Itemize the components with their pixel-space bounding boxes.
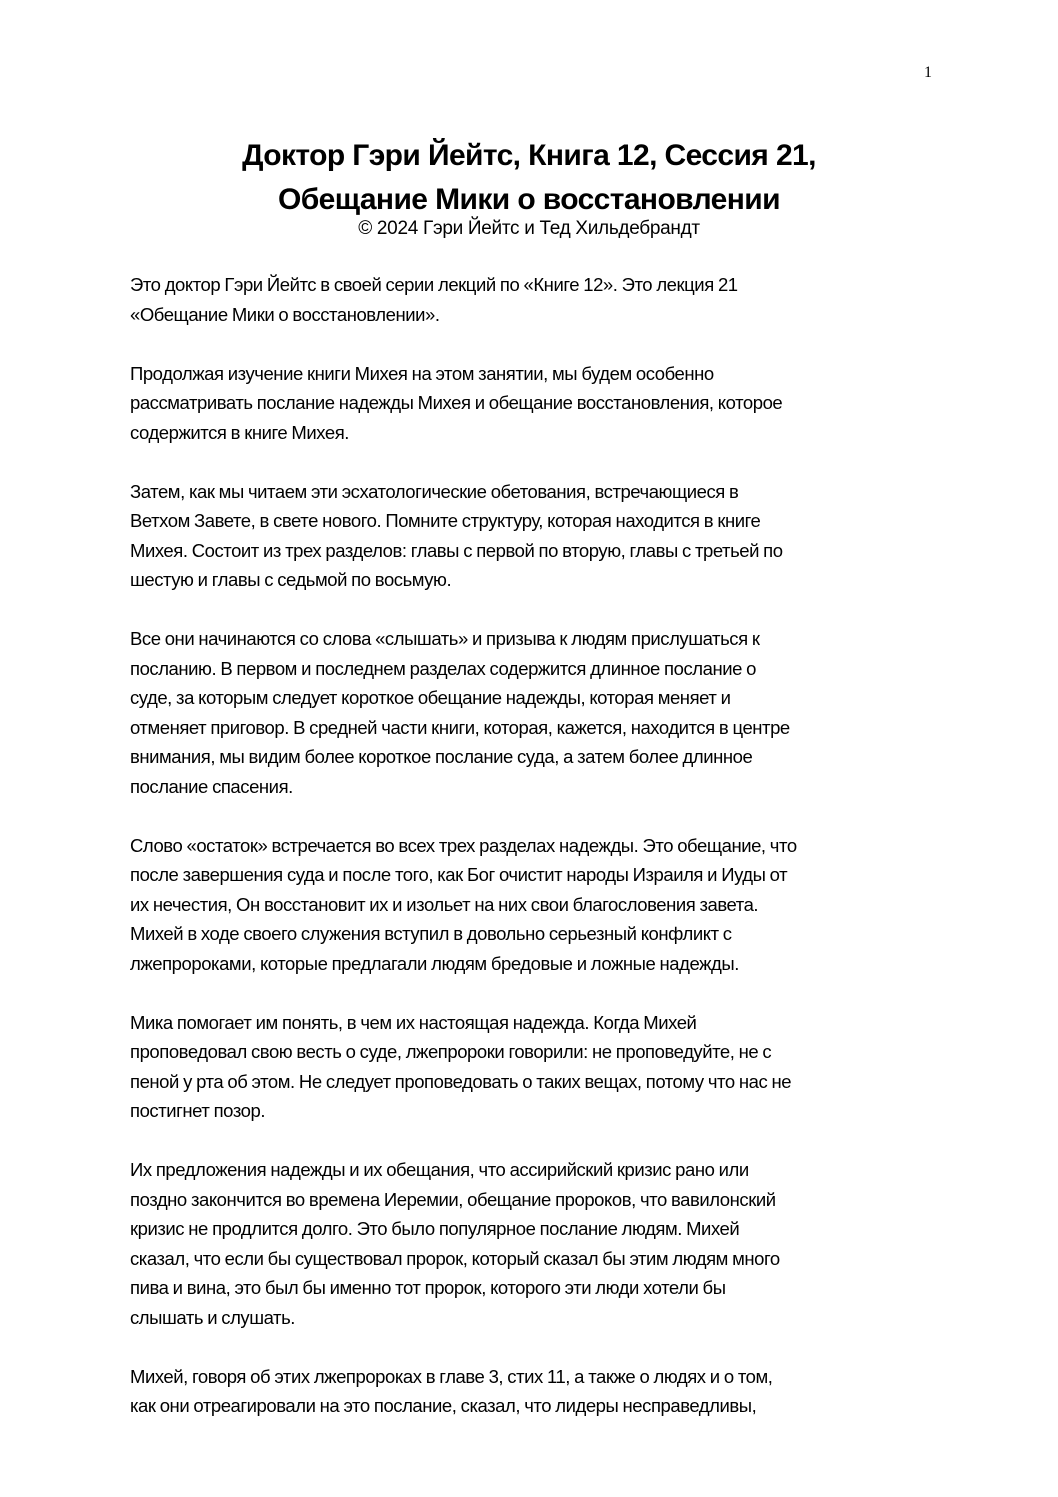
text-line: сказал, что если бы существовал пророк, который сказал бы этим людям много: [130, 1247, 780, 1269]
text-line: Продолжая изучение книги Михея на этом занятии, мы будем особенно: [130, 362, 714, 384]
text-line: их нечестия, Он восстановит их и изольет на них свои благословения завета.: [130, 893, 759, 915]
paragraph-1: [130, 270, 950, 329]
text-line: отменяет приговор. В средней части книги, которая, кажется, находится в центре: [130, 716, 790, 738]
paragraph-5: [130, 831, 950, 979]
copyright-notice: © 2024 Гэри Йейтс и Тед Хильдебрандт: [358, 218, 700, 239]
text-line: послание спасения.: [130, 775, 293, 797]
document-title: [0, 134, 1058, 222]
paragraph-7: [130, 1155, 950, 1332]
text-line: содержится в книге Михея.: [130, 421, 349, 443]
text-line: внимания, мы видим более короткое послание суда, а затем более длинное: [130, 746, 753, 767]
text-line: постигнет позор.: [130, 1100, 266, 1121]
text-line: Ветхом Завете, в свете нового. Помните структуру, которая находится в книге: [130, 510, 761, 531]
text-line: Михей в ходе своего служения вступил в довольно серьезный конфликт с: [130, 923, 732, 944]
text-line: «Обещание Мики о восстановлении».: [130, 303, 440, 325]
text-line: посланию. В первом и последнем разделах содержится длинное послание о: [130, 657, 756, 679]
text-line: шестую и главы с седьмой по восьмую.: [130, 569, 452, 590]
title-line-2: Обещание Мики о восстановлении: [278, 183, 780, 216]
text-line: Мика помогает им понять, в чем их настоящая надежда. Когда Михей: [130, 1011, 697, 1033]
text-line: суде, за которым следует короткое обещание надежды, которая меняет и: [130, 687, 731, 708]
text-line: Михей, говоря об этих лжепророках в главе 3, стих 11, а также о людях и о том,: [130, 1365, 773, 1387]
text-line: после завершения суда и после того, как Бог очистит народы Израиля и Иуды от: [130, 864, 788, 885]
text-line: поздно закончится во времена Иеремии, обещание пророков, что вавилонский: [130, 1188, 776, 1210]
text-line: рассматривать послание надежды Михея и обещание восстановления, которое: [130, 392, 783, 413]
text-line: лжепророками, которые предлагали людям бредовые и ложные надежды.: [130, 952, 739, 974]
page-number: 1: [924, 64, 932, 81]
text-line: Слово «остаток» встречается во всех трех разделах надежды. Это обещание, что: [130, 834, 797, 856]
paragraph-6: [130, 1008, 950, 1126]
document-body: [130, 270, 950, 1450]
text-line: кризис не продлится долго. Это было популярное послание людям. Михей: [130, 1218, 740, 1239]
text-line: Все они начинаются со слова «слышать» и призыва к людям прислушаться к: [130, 628, 760, 649]
text-line: Это доктор Гэри Йейтс в своей серии лекций по «Книге 12». Это лекция 21: [130, 274, 738, 295]
text-line: пеной у рта об этом. Не следует проповедовать о таких вещах, потому что нас не: [130, 1070, 792, 1092]
paragraph-8: [130, 1362, 950, 1421]
paragraph-3: [130, 477, 950, 595]
text-line: Их предложения надежды и их обещания, что ассирийский кризис рано или: [130, 1159, 749, 1180]
paragraph-2: [130, 359, 950, 448]
text-line: слышать и слушать.: [130, 1306, 295, 1328]
title-line-1: Доктор Гэри Йейтс, Книга 12, Сессия 21,: [242, 139, 816, 172]
text-line: Затем, как мы читаем эти эсхатологические обетования, встречающиеся в: [130, 480, 739, 502]
text-line: пива и вина, это был бы именно тот пророк, которого эти люди хотели бы: [130, 1277, 726, 1298]
text-line: Михея. Состоит из трех разделов: главы с первой по вторую, главы с третьей по: [130, 539, 783, 561]
paragraph-4: [130, 624, 950, 801]
text-line: проповедовал свою весть о суде, лжепророки говорили: не проповедуйте, не с: [130, 1041, 772, 1062]
text-line: как они отреагировали на это послание, сказал, что лидеры несправедливы,: [130, 1395, 757, 1416]
